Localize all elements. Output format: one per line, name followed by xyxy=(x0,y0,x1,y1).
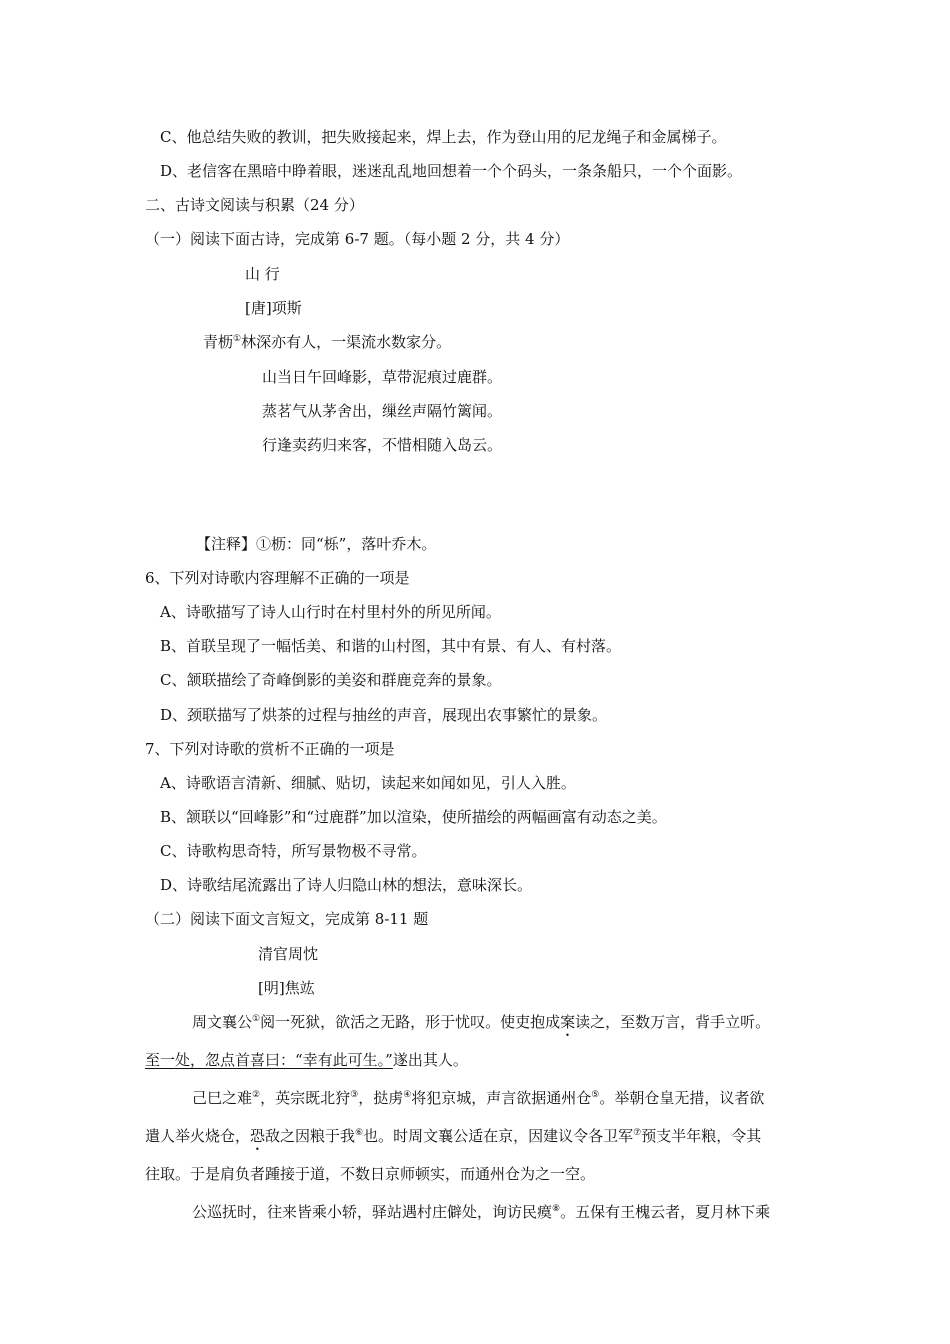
prose-title: 清官周忱 xyxy=(258,945,319,963)
part-one-instruction: （一）阅读下面古诗，完成第 6-7 题。（每小题 2 分，共 4 分） xyxy=(145,230,570,248)
text-run: 。举朝仓皇无措，议者欲 xyxy=(599,1089,765,1107)
note-marker-7: ⑦ xyxy=(633,1128,642,1138)
poem-line-1 xyxy=(203,331,451,353)
text-run: 读之，至数万言，背手立听。 xyxy=(575,1013,771,1031)
text-run: 遂出其人。 xyxy=(392,1051,468,1069)
note-marker-1: ① xyxy=(233,334,242,344)
poem-line-1-b: 林深亦有人，一渠流水数家分。 xyxy=(241,333,452,351)
option-d-line: D、老信客在黑暗中睁着眼，迷迷乱乱地回想着一个个码头，一条条船只，一个个面影。 xyxy=(160,162,743,180)
note-marker-4: ④ xyxy=(403,1090,412,1100)
emphasized-character: 案 xyxy=(560,1013,576,1031)
prose-paragraph-1-line-1 xyxy=(192,1011,770,1040)
prose-paragraph-2-line-2 xyxy=(145,1125,761,1154)
poem-line-2: 山当日午回峰影，草带泥痕过鹿群。 xyxy=(262,368,503,386)
text-run: 遣人举火烧仓， xyxy=(145,1127,251,1145)
poem-line-3: 蒸茗气从茅舍出，缫丝声隔竹篱闻。 xyxy=(262,402,503,420)
underlined-sentence: 至一处，忽点首喜曰：“幸有此可生。” xyxy=(145,1051,393,1069)
part-two-instruction: （二）阅读下面文言短文，完成第 8-11 题 xyxy=(145,910,429,928)
question-7-option-a: A、诗歌语言清新、细腻、贴切，读起来如闻如见，引人入胜。 xyxy=(160,774,576,792)
text-run: 己巳之难 xyxy=(192,1089,253,1107)
text-run: 。五保有王槐云者，夏月林下乘 xyxy=(560,1203,771,1221)
note-marker-3: ③ xyxy=(350,1090,359,1100)
question-6-option-b: B、首联呈现了一幅恬美、和谐的山村图，其中有景、有人、有村落。 xyxy=(160,637,622,655)
prose-author: [明]焦竑 xyxy=(258,979,315,997)
note-marker-5: ⑤ xyxy=(591,1090,600,1100)
text-run: ，挞虏 xyxy=(358,1089,404,1107)
poem-title: 山 行 xyxy=(245,265,280,283)
text-run: 敌之因粮于我 xyxy=(265,1127,356,1145)
note-marker-2: ② xyxy=(252,1090,261,1100)
text-run: 将犯京城，声言欲据通州仓 xyxy=(411,1089,592,1107)
section-two-heading: 二、古诗文阅读与积累（24 分） xyxy=(145,196,364,214)
text-run: 公巡抚时，往来皆乘小轿，驿站遇村庄僻处，询访民瘼 xyxy=(192,1203,553,1221)
emphasized-character: 恐 xyxy=(250,1127,266,1145)
poem-annotation: 【注释】①枥：同“栎”，落叶乔木。 xyxy=(196,535,437,553)
text-run: ，英宗既北狩 xyxy=(260,1089,351,1107)
text-run: 预支半年粮，令其 xyxy=(641,1127,762,1145)
question-7-option-b: B、颔联以“回峰影”和“过鹿群”加以渲染，使所描绘的两幅画富有动态之美。 xyxy=(160,808,667,826)
text-run: 阅一死狱，欲活之无路，形于忧叹。使吏抱成 xyxy=(260,1013,561,1031)
question-7-stem: 7、下列对诗歌的赏析不正确的一项是 xyxy=(145,740,395,758)
prose-paragraph-2-line-3: 往取。于是肩负者踵接于道，不数日京师顿实，而通州仓为之一空。 xyxy=(145,1165,596,1183)
text-run: 周文襄公 xyxy=(192,1013,253,1031)
question-7-option-c: C、诗歌构思奇特，所写景物极不寻常。 xyxy=(160,842,427,860)
question-6-stem: 6、下列对诗歌内容理解不正确的一项是 xyxy=(145,569,410,587)
note-marker-1: ① xyxy=(252,1014,261,1024)
question-6-option-a: A、诗歌描写了诗人山行时在村里村外的所见所闻。 xyxy=(160,603,501,621)
text-run: 也。时周文襄公适在京，因建议令各卫军 xyxy=(363,1127,634,1145)
prose-paragraph-3-line-1 xyxy=(192,1201,770,1223)
poem-author: [唐]项斯 xyxy=(245,299,302,317)
prose-paragraph-1-line-2 xyxy=(145,1049,468,1071)
question-6-option-d: D、颈联描写了烘茶的过程与抽丝的声音，展现出农事繁忙的景象。 xyxy=(160,706,608,724)
poem-line-4: 行逢卖药归来客，不惜相随入岛云。 xyxy=(262,436,503,454)
note-marker-6: ⑥ xyxy=(355,1128,364,1138)
option-c-line: C、他总结失败的教训，把失败接起来，焊上去，作为登山用的尼龙绳子和金属梯子。 xyxy=(160,128,727,146)
note-marker-8: ⑧ xyxy=(552,1204,561,1214)
question-7-option-d: D、诗歌结尾流露出了诗人归隐山林的想法，意味深长。 xyxy=(160,876,533,894)
question-6-option-c: C、颔联描绘了奇峰倒影的美姿和群鹿竞奔的景象。 xyxy=(160,671,502,689)
prose-paragraph-2-line-1 xyxy=(192,1087,764,1109)
poem-line-1-a: 青枥 xyxy=(203,333,234,351)
